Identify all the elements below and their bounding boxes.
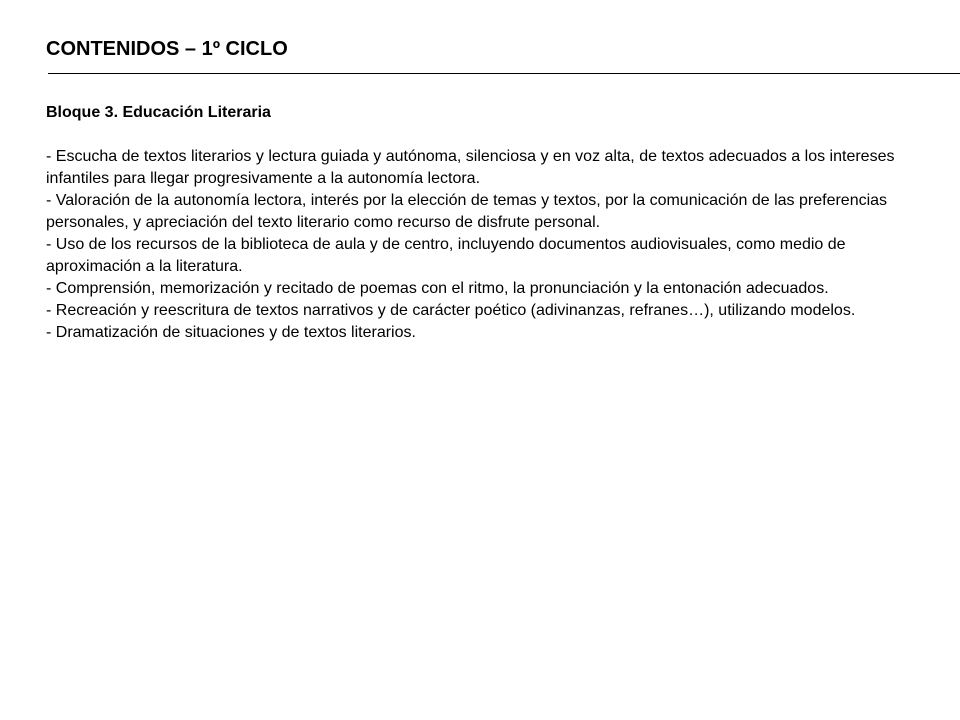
content-item: - Valoración de la autonomía lectora, interés por la elección de temas y textos, por la comunicación de las preferencias personales, y apreciación del texto literario como recurso de disfrute personal. [46,192,888,231]
title-divider [48,73,960,74]
slide-title: CONTENIDOS – 1º CICLO [46,38,288,60]
content-item: - Comprensión, memorización y recitado de poemas con el ritmo, la pronunciación y la entonación adecuados. [46,280,829,297]
block-title: Bloque 3. Educación Literaria [46,104,271,121]
content-item: - Uso de los recursos de la biblioteca de aula y de centro, incluyendo documentos audiovisuales, como medio de aproximación a la literatura. [46,236,846,275]
content-body [46,102,926,344]
content-item: - Dramatización de situaciones y de textos literarios. [46,324,416,341]
content-item: - Recreación y reescritura de textos narrativos y de carácter poético (adivinanzas, refranes…), utilizando modelos. [46,302,856,319]
content-item: - Escucha de textos literarios y lectura guiada y autónoma, silenciosa y en voz alta, de textos adecuados a los intereses infantiles para llegar progresivamente a la autonomía lectora. [46,148,895,187]
